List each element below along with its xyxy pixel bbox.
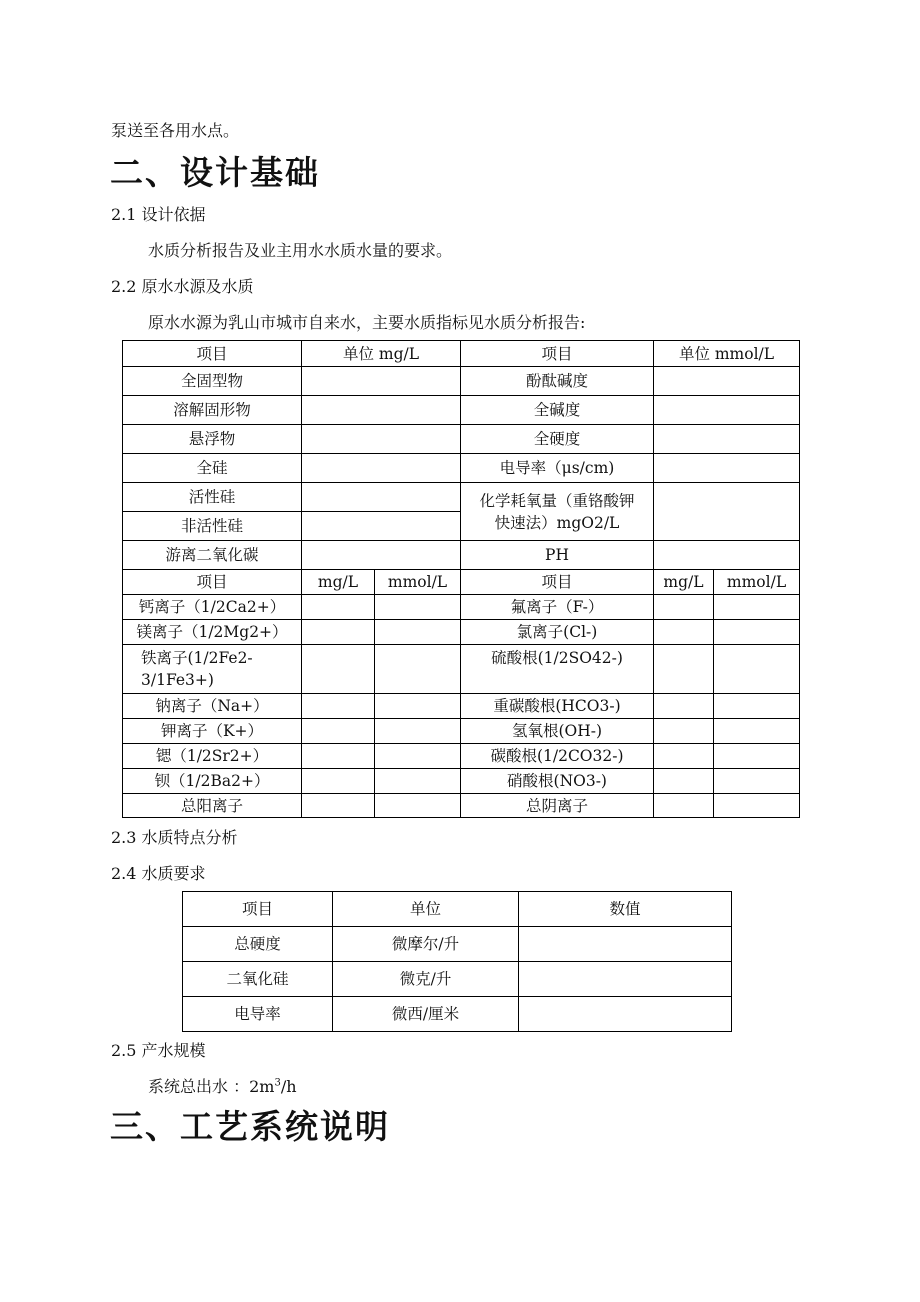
anion-cell: 氟离子（F-） [461, 595, 654, 620]
value-cell [302, 645, 375, 694]
value-cell [714, 719, 800, 744]
value-cell [302, 367, 461, 396]
anion-label: 硫酸根(1/2SO42-) [491, 649, 623, 667]
value-cell [714, 794, 800, 818]
cation-cell: 钾离子（K+） [123, 719, 302, 744]
cation-cell: 钡（1/2Ba2+） [123, 769, 302, 794]
header-cell: mg/L [654, 570, 714, 595]
section-2-2-heading: 2.2 原水水源及水质 [111, 277, 254, 296]
total-output-suffix: /h [280, 1077, 297, 1096]
table-row [123, 620, 800, 645]
cation-cell: 铁离子(1/2Fe2-3/1Fe3+) [123, 645, 302, 694]
value-cell [375, 719, 461, 744]
item-cell: 化学耗氧量（重铬酸钾快速法）mgO2/L [461, 483, 654, 541]
table-row [123, 396, 800, 425]
table-row [123, 794, 800, 818]
item-cell: 全固型物 [123, 367, 302, 396]
value-cell [654, 694, 714, 719]
table-row [123, 744, 800, 769]
table-row [123, 367, 800, 396]
section-2-2-text: 原水水源为乳山市城市自来水，主要水质指标见水质分析报告: [148, 313, 586, 332]
value-cell [714, 595, 800, 620]
value-cell [302, 396, 461, 425]
value-cell [519, 997, 732, 1032]
value-cell [375, 645, 461, 694]
value-cell [654, 425, 800, 454]
anion-cell: 氢氧根(OH-) [461, 719, 654, 744]
cation-cell: 钠离子（Na+） [123, 694, 302, 719]
header-cell: 单位 mg/L [302, 341, 461, 367]
value-cell [302, 719, 375, 744]
value-cell [519, 962, 732, 997]
item-cell: 电导率 [183, 997, 333, 1032]
total-output-prefix: 系统总出水 ：2m [148, 1077, 275, 1096]
section-2-1-heading: 2.1 设计依据 [111, 205, 206, 224]
header-cell: 项目 [123, 570, 302, 595]
total-output-text [148, 1077, 297, 1097]
value-cell [654, 744, 714, 769]
value-cell [714, 769, 800, 794]
value-cell [654, 454, 800, 483]
water-requirement-table [182, 891, 732, 1032]
header-cell: 单位 [333, 892, 519, 927]
value-cell [654, 769, 714, 794]
value-cell [654, 719, 714, 744]
section-2-title: 二、设计基础 [110, 153, 320, 192]
item-cell: 酚酞碱度 [461, 367, 654, 396]
cation-cell: 锶（1/2Sr2+） [123, 744, 302, 769]
table-row [123, 425, 800, 454]
item-cell: 二氧化硅 [183, 962, 333, 997]
table-header-row [183, 892, 732, 927]
item-cell: 全硬度 [461, 425, 654, 454]
unit-cell: 微克/升 [333, 962, 519, 997]
table-row [183, 997, 732, 1032]
table-row [123, 645, 800, 694]
unit-cell: 微西/厘米 [333, 997, 519, 1032]
cation-cell: 镁离子（1/2Mg2+） [123, 620, 302, 645]
item-cell: 游离二氧化碳 [123, 541, 302, 570]
table-row [123, 541, 800, 570]
table-row [123, 694, 800, 719]
item-cell: 全碱度 [461, 396, 654, 425]
value-cell [302, 595, 375, 620]
water-quality-table [122, 340, 800, 818]
value-cell [714, 744, 800, 769]
table-row [183, 962, 732, 997]
value-cell [302, 769, 375, 794]
value-cell [654, 645, 714, 694]
value-cell [375, 744, 461, 769]
value-cell [654, 794, 714, 818]
cation-cell: 钙离子（1/2Ca2+） [123, 595, 302, 620]
value-cell [654, 541, 800, 570]
header-cell: 项目 [183, 892, 333, 927]
item-cell: PH [461, 541, 654, 570]
value-cell [302, 454, 461, 483]
value-cell [654, 396, 800, 425]
section-2-1-text: 水质分析报告及业主用水水质水量的要求。 [148, 241, 453, 260]
anion-cell: 碳酸根(1/2CO32-) [461, 744, 654, 769]
header-cell: mmol/L [375, 570, 461, 595]
value-cell [714, 694, 800, 719]
item-cell: 悬浮物 [123, 425, 302, 454]
item-cell: 总硬度 [183, 927, 333, 962]
intro-tail-text: 泵送至各用水点。 [111, 121, 240, 140]
item-cell: 全硅 [123, 454, 302, 483]
value-cell [375, 694, 461, 719]
header-cell: 数值 [519, 892, 732, 927]
table-row [183, 927, 732, 962]
section-2-5-heading: 2.5 产水规模 [111, 1041, 206, 1060]
header-cell: 项目 [461, 341, 654, 367]
value-cell [519, 927, 732, 962]
anion-cell: 氯离子(Cl-) [461, 620, 654, 645]
value-cell [375, 595, 461, 620]
header-cell: mg/L [302, 570, 375, 595]
anion-cell: 重碳酸根(HCO3-) [461, 694, 654, 719]
table-row [123, 769, 800, 794]
section-2-3-heading: 2.3 水质特点分析 [111, 828, 238, 847]
item-cell: 活性硅 [123, 483, 302, 512]
cation-cell: 总阳离子 [123, 794, 302, 818]
header-cell: mmol/L [714, 570, 800, 595]
anion-cell [461, 645, 654, 694]
value-cell [714, 620, 800, 645]
anion-cell: 硝酸根(NO3-) [461, 769, 654, 794]
item-cell: 电导率（μs/cm) [461, 454, 654, 483]
value-cell [302, 425, 461, 454]
value-cell [302, 620, 375, 645]
item-cell: 非活性硅 [123, 512, 302, 541]
section-3-title: 三、工艺系统说明 [110, 1107, 390, 1146]
header-cell: 项目 [461, 570, 654, 595]
table-header-row [123, 570, 800, 595]
value-cell [654, 483, 800, 541]
value-cell [302, 541, 461, 570]
value-cell [375, 794, 461, 818]
table-header-row [123, 341, 800, 367]
item-cell: 溶解固形物 [123, 396, 302, 425]
value-cell [302, 794, 375, 818]
total-output-superscript: 3 [274, 1077, 281, 1089]
value-cell [654, 595, 714, 620]
value-cell [302, 483, 461, 512]
table-row [123, 719, 800, 744]
header-cell: 单位 mmol/L [654, 341, 800, 367]
anion-cell: 总阴离子 [461, 794, 654, 818]
value-cell [302, 694, 375, 719]
value-cell [302, 512, 461, 541]
unit-cell: 微摩尔/升 [333, 927, 519, 962]
header-cell: 项目 [123, 341, 302, 367]
value-cell [375, 769, 461, 794]
value-cell [654, 367, 800, 396]
value-cell [714, 645, 800, 694]
value-cell [654, 620, 714, 645]
value-cell [302, 744, 375, 769]
table-row [123, 454, 800, 483]
table-row [123, 595, 800, 620]
table-row [123, 483, 800, 512]
value-cell [375, 620, 461, 645]
section-2-4-heading: 2.4 水质要求 [111, 864, 206, 883]
